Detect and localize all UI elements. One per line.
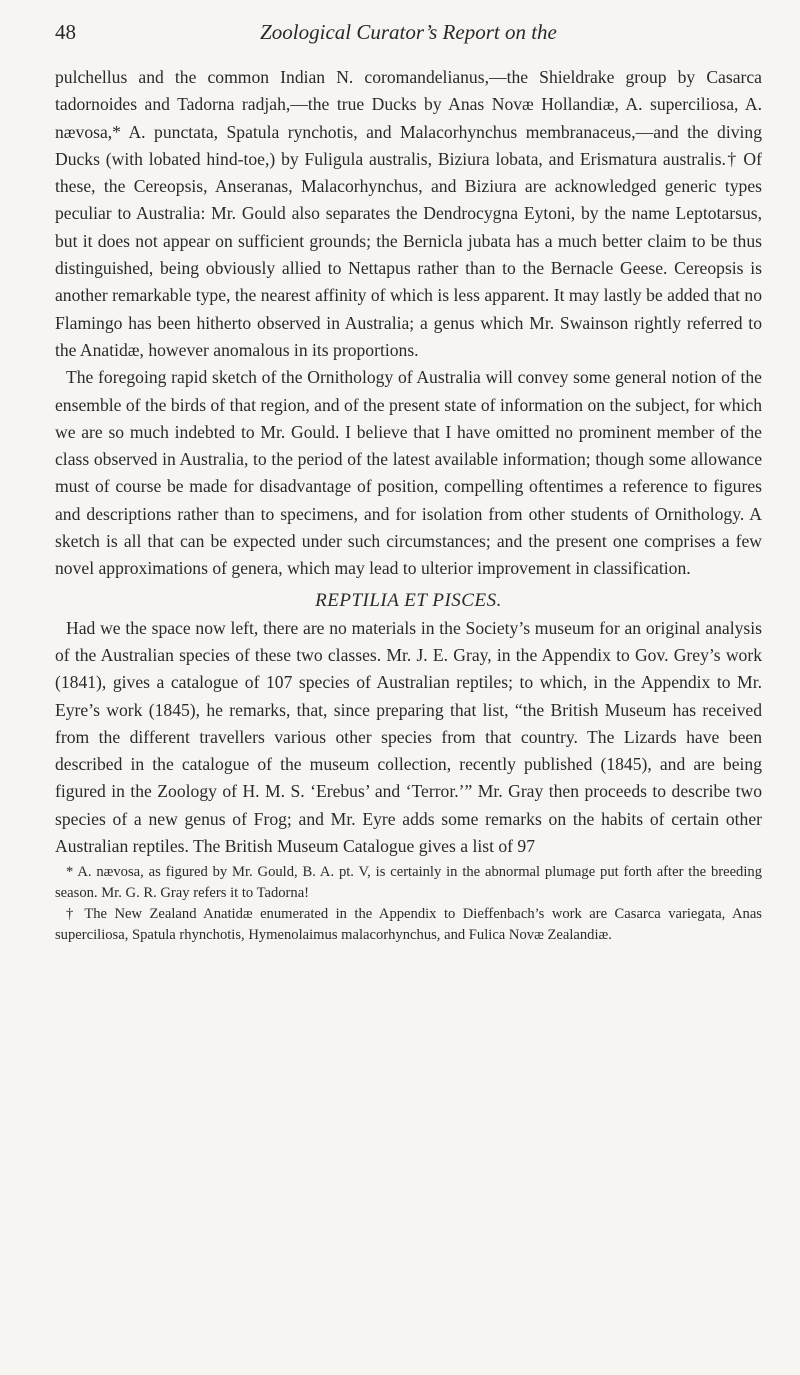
body-text bbox=[55, 64, 762, 860]
footnotes bbox=[55, 862, 762, 946]
page-header bbox=[55, 16, 762, 64]
footnote-asterisk: * A. nævosa, as figured by Mr. Gould, B. A. pt. V, is certainly in the abnormal plumage put forth after the breeding season. Mr. G. R. Gray refers it to Tadorna! bbox=[55, 864, 762, 902]
paragraph-ornithology-summary: The foregoing rapid sketch of the Ornithology of Australia will convey some general notion of the ensemble of the birds of that region, and of the present state of information on the subject, for which we are so much indebted to Mr. Gould. I believe that I have omitted no prominent member of the class observed in Australia, to the period of the latest available information; though some allowance must of course be made for disadvantage of position, compelling oftentimes a reference to figures and descriptions rather than to specimens, and for isolation from other students of Ornithology. A sketch is all that can be expected under such circumstances; and the present one comprises a few novel approximations of genera, which may lead to ulterior improvement in classification. bbox=[55, 367, 762, 579]
paragraph-continued: pulchellus and the common Indian N. coromandelianus,—the Shieldrake group by Casarca tadornoides and Tadorna radjah,—the true Ducks by Anas Novæ Hollandiæ, A. superciliosa, A. nævosa,* A. punctata, Spatula rynchotis, and Malacorhynchus membranaceus,—and the diving Ducks (with lobated hind-toe,) by Fuligula australis, Biziura lobata, and Erismatura australis.† Of these, the Cereopsis, Anseranas, Malacorhynchus, and Biziura are acknowledged generic types peculiar to Australia: Mr. Gould also separates the Dendrocygna Eytoni, by the name Leptotarsus, but it does not appear on sufficient grounds; the Bernicla jubata has a much better claim to be thus distinguished, being obviously allied to Nettapus rather than to the Bernacle Geese. Cereopsis is another remarkable type, the nearest affinity of which is less apparent. It may lastly be added that no Flamingo has been hitherto observed in Australia; a genus which Mr. Swainson rightly referred to the Anatidæ, however anomalous in its proportions. bbox=[55, 67, 762, 360]
section-heading: REPTILIA ET PISCES. bbox=[315, 589, 502, 611]
footnote-dagger: † The New Zealand Anatidæ enumerated in the Appendix to Dieffenbach’s work are Casarca variegata, Anas superciliosa, Spatula rhynchotis, Hymenolaimus malacorhynchus, and Fulica Novæ Zealandiæ. bbox=[55, 906, 762, 944]
running-title: Zoological Curator’s Report on the bbox=[260, 20, 557, 44]
page-number: 48 bbox=[55, 20, 76, 44]
paragraph-reptilia: Had we the space now left, there are no materials in the Society’s museum for an original analysis of the Australian species of these two classes. Mr. J. E. Gray, in the Appendix to Gov. Grey’s work (1841), gives a catalogue of 107 species of Australian reptiles; to which, in the Appendix to Mr. Eyre’s work (1845), he remarks, that, since preparing that list, “the British Museum has received from the different travellers various other species from that country. The Lizards have been described in the catalogue of the museum collection, recently published (1845), and are being figured in the Zoology of H. M. S. ‘Erebus’ and ‘Terror.’” Mr. Gray then proceeds to describe two species of a new genus of Frog; and Mr. Eyre adds some remarks on the habits of certain other Australian reptiles. The British Museum Catalogue gives a list of 97 bbox=[55, 617, 762, 857]
